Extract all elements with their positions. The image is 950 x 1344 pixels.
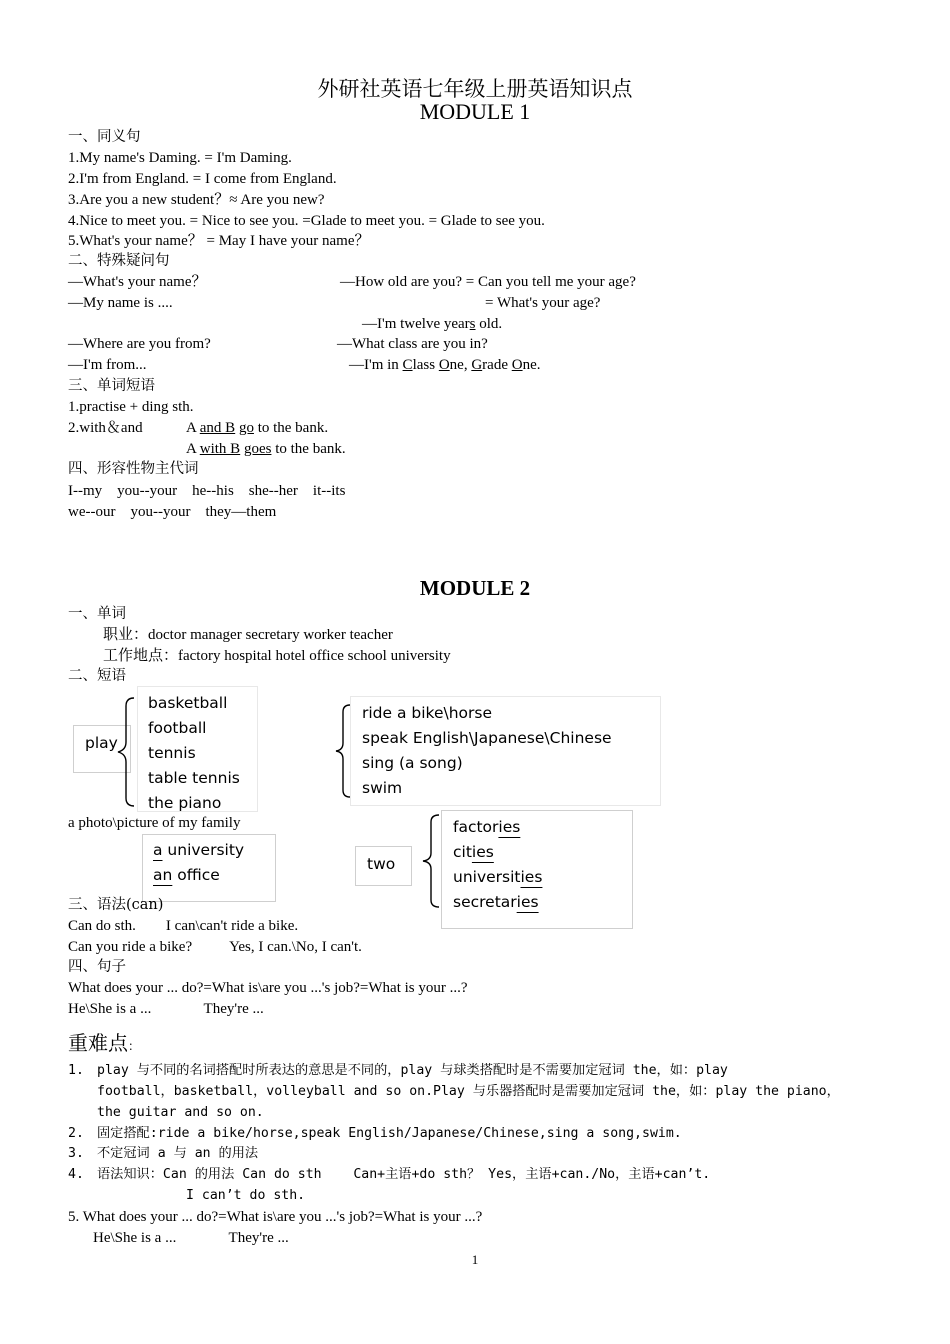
keypoint-text: 5. What does your ... do?=What is\are you ...'s job?=What is your ...? <box>68 1209 483 1225</box>
play-label: play <box>85 734 118 752</box>
keypoint-number: 3. <box>68 1146 84 1161</box>
answer-line: —I'm in Class One, Grade One. <box>349 357 541 373</box>
grammar-line: Can you ride a bike? Yes, I can.\No, I can't. <box>68 939 362 955</box>
play-item: football <box>148 719 207 737</box>
section-heading-phrases: 二、短语 <box>68 668 126 684</box>
curly-brace-icon <box>421 813 443 909</box>
play-item: basketball <box>148 694 228 712</box>
question-line: —What's your name？ <box>68 274 207 290</box>
word-list-jobs: 职业：doctor manager secretary worker teacher <box>103 627 393 643</box>
module2-title: MODULE 2 <box>419 576 531 600</box>
question-line: = What's your age? <box>485 295 601 311</box>
section-heading-grammar: 三、语法(can) <box>68 897 164 913</box>
keypoint-text: 固定搭配:ride a bike/horse,speak English/Japanese/Chinese,sing a song,swim. <box>97 1126 682 1141</box>
verb-phrase-item: ride a bike\horse <box>362 704 493 722</box>
synonym-sentence: 3.Are you a new student？≈ Are you new? <box>68 192 325 208</box>
two-label: two <box>367 855 396 873</box>
articles-box <box>142 834 276 902</box>
section-heading-words: 一、单词 <box>68 606 126 622</box>
section-heading-pronouns: 四、形容性物主代词 <box>68 461 199 477</box>
synonym-sentence: 5.What's your name？ = May I have your name？ <box>68 233 370 249</box>
question-line: —How old are you? = Can you tell me your age? <box>340 274 636 290</box>
keypoints-title: 重难点： <box>68 1031 141 1055</box>
play-item: table tennis <box>148 769 240 787</box>
two-label-box <box>355 846 412 886</box>
answer-line: —I'm twelve years old. <box>362 316 503 332</box>
grammar-line: Can do sth. I can\can't ride a bike. <box>68 918 299 934</box>
section-heading-phrases: 三、单词短语 <box>68 378 155 394</box>
synonym-sentence: 2.I'm from England. = I come from England. <box>68 171 337 187</box>
verb-phrase-item: speak English\Japanese\Chinese <box>362 729 612 747</box>
sentence-line: He\She is a ... They're ... <box>68 1001 264 1017</box>
section-heading-questions: 二、特殊疑问句 <box>68 253 170 269</box>
plural-item: factories <box>453 818 521 836</box>
keypoint-text: play 与不同的名词搭配时所表达的意思是不同的，play 与球类搭配时是不需要加定冠词 the，如：play <box>97 1063 728 1078</box>
pronoun-line: I--my you--your he--his she--her it--its <box>68 483 346 499</box>
article-item: an office <box>153 866 220 884</box>
answer-line: —My name is .... <box>68 295 173 311</box>
verb-phrase-item: sing (a song) <box>362 754 463 772</box>
article-item: a university <box>153 841 245 859</box>
module1-title: MODULE 1 <box>419 99 531 124</box>
keypoint-text: 语法知识：Can 的用法 Can do sth Can+主语+do sth？ Yes，主语+can./No，主语+can’t. <box>97 1167 711 1182</box>
keypoint-text: football，basketball，volleyball and so on.Play 与乐器搭配时是需要加定冠词 the，如：play the piano， <box>97 1084 840 1099</box>
synonym-sentence: 4.Nice to meet you. = Nice to see you. =Glade to meet you. = Glade to see you. <box>68 213 545 229</box>
keypoint-text: the guitar and so on. <box>97 1105 264 1120</box>
page-title: 外研社英语七年级上册英语知识点 <box>317 77 633 101</box>
keypoint-text: He\She is a ... They're ... <box>93 1230 289 1246</box>
keypoint-text: 不定冠词 a 与 an 的用法 <box>97 1146 259 1161</box>
phrase-line: 1.practise + ding sth. <box>68 399 194 415</box>
phrase-example: A with B goes to the bank. <box>186 441 346 457</box>
verb-phrase-item: swim <box>362 779 403 797</box>
plurals-box <box>441 810 633 929</box>
synonym-sentence: 1.My name's Daming. = I'm Daming. <box>68 150 292 166</box>
keypoint-text: I can’t do sth. <box>186 1188 306 1203</box>
page-number: 1 <box>471 1252 479 1267</box>
sentence-line: What does your ... do?=What is\are you ...'s job?=What is your ...? <box>68 980 468 996</box>
pronoun-line: we--our you--your they—them <box>68 504 277 520</box>
keypoint-number: 2. <box>68 1126 84 1141</box>
phrase-example: A and B go to the bank. <box>186 420 329 436</box>
plural-item: cities <box>453 843 494 861</box>
section-heading-sentences: 四、句子 <box>68 959 126 975</box>
photo-phrase: a photo\picture of my family <box>68 815 241 831</box>
plural-item: secretaries <box>453 893 539 911</box>
keypoint-number: 4. <box>68 1167 84 1182</box>
play-item: tennis <box>148 744 196 762</box>
phrase-label: 2.with＆and <box>68 420 143 436</box>
word-list-places: 工作地点：factory hospital hotel office school university <box>103 648 451 664</box>
section-heading-synonyms: 一、同义句 <box>68 129 141 145</box>
question-line: —What class are you in? <box>337 336 488 352</box>
play-items-box <box>137 686 258 812</box>
curly-brace-icon <box>116 696 138 808</box>
verb-phrases-box <box>350 696 661 806</box>
play-item: the piano <box>148 794 222 812</box>
keypoint-number: 1. <box>68 1063 84 1078</box>
question-line: —Where are you from? <box>68 336 211 352</box>
answer-line: —I'm from... <box>68 357 147 373</box>
plural-item: universities <box>453 868 543 886</box>
